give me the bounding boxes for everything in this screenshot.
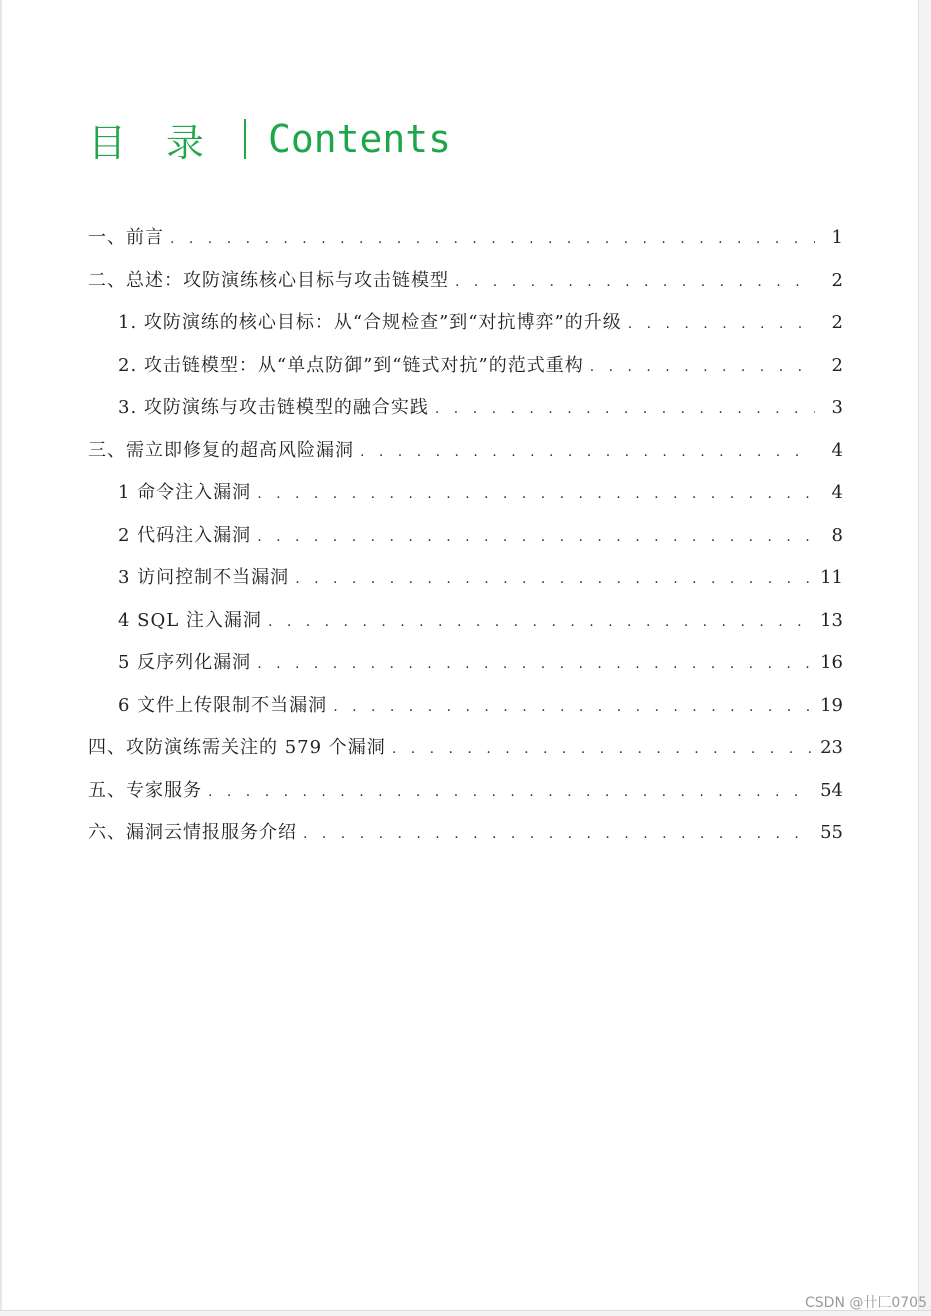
toc-entry-label: 1. 攻防演练的核心目标：从“合规检查”到“对抗博弈”的升级 — [118, 312, 622, 333]
toc-entry-page-number: 13 — [820, 609, 843, 631]
toc-entry-code-injection[interactable] — [88, 515, 843, 558]
toc-entry-label: 3 访问控制不当漏洞 — [118, 567, 290, 588]
dot-leader — [360, 431, 815, 474]
toc-entry-label: 二、总述：攻防演练核心目标与攻击链模型 — [88, 269, 449, 291]
viewer-right-gutter — [918, 0, 931, 1316]
toc-entry-file-upload[interactable] — [88, 685, 843, 728]
toc-entry-page-number: 2 — [831, 269, 843, 291]
toc-entry-page-number: 2 — [831, 312, 843, 333]
toc-heading-separator — [244, 119, 246, 159]
toc-entry-preface[interactable] — [88, 217, 843, 260]
toc-entry-fusion-practice[interactable] — [88, 387, 843, 430]
dot-leader — [268, 601, 814, 644]
toc-entry-label: 3. 攻防演练与攻击链模型的融合实践 — [118, 397, 429, 418]
toc-heading-english: Contents — [268, 117, 452, 161]
toc-entry-label: 2 代码注入漏洞 — [118, 524, 252, 546]
toc-entry-attack-chain-model[interactable] — [88, 345, 843, 388]
dot-leader — [257, 643, 814, 686]
dot-leader — [295, 558, 814, 601]
toc-entry-page-number: 23 — [820, 737, 843, 758]
toc-entry-access-control[interactable] — [88, 557, 843, 600]
toc-entry-command-injection[interactable] — [88, 472, 843, 515]
toc-entry-page-number: 1 — [831, 227, 843, 248]
dot-leader — [208, 771, 814, 814]
toc-entry-579-vulns[interactable] — [88, 727, 843, 770]
toc-entry-label: 1 命令注入漏洞 — [118, 482, 252, 503]
toc-entry-label: 六、漏洞云情报服务介绍 — [88, 822, 297, 843]
csdn-watermark: CSDN @卄匚0705 — [805, 1295, 927, 1311]
viewer-bottom-gutter — [0, 1310, 931, 1316]
toc-entry-label: 四、攻防演练需关注的 579 个漏洞 — [88, 737, 386, 758]
dot-leader — [435, 388, 815, 431]
page-left-edge — [0, 0, 2, 1316]
toc-entry-page-number: 4 — [831, 439, 843, 461]
dot-leader — [392, 728, 814, 771]
toc-entry-core-goals[interactable] — [88, 302, 843, 345]
toc-entry-label: 一、前言 — [88, 227, 164, 248]
toc-entry-page-number: 8 — [831, 524, 843, 546]
toc-entry-page-number: 55 — [820, 822, 843, 843]
dot-leader — [257, 473, 815, 516]
toc-entry-label: 五、专家服务 — [88, 779, 202, 801]
toc-entry-expert-services[interactable] — [88, 770, 843, 813]
toc-entry-page-number: 4 — [831, 482, 843, 503]
toc-entry-sql-injection[interactable] — [88, 600, 843, 643]
toc-entry-label: 2. 攻击链模型：从“单点防御”到“链式对抗”的范式重构 — [118, 354, 584, 376]
toc-entry-page-number: 19 — [820, 694, 843, 716]
toc-entry-overview[interactable] — [88, 260, 843, 303]
dot-leader — [333, 686, 814, 729]
toc-entry-label: 5 反序列化漏洞 — [118, 652, 252, 673]
toc-entry-page-number: 11 — [820, 567, 843, 588]
dot-leader — [257, 516, 815, 559]
toc-heading-chinese: 目录 — [88, 120, 245, 165]
dot-leader — [455, 261, 815, 304]
toc-entry-intel-service[interactable] — [88, 812, 843, 855]
dot-leader — [590, 346, 815, 389]
toc-entry-critical-vulns[interactable] — [88, 430, 843, 473]
toc-entry-label: 三、需立即修复的超高风险漏洞 — [88, 439, 354, 461]
toc-entry-page-number: 16 — [820, 652, 843, 673]
toc-entry-label: 6 文件上传限制不当漏洞 — [118, 694, 328, 716]
toc-entry-page-number: 54 — [820, 779, 843, 801]
toc-entry-label: 4 SQL 注入漏洞 — [118, 609, 262, 631]
toc-entry-page-number: 3 — [831, 397, 843, 418]
toc-entry-deserialization[interactable] — [88, 642, 843, 685]
table-of-contents — [88, 217, 843, 855]
dot-leader — [303, 813, 814, 856]
dot-leader — [628, 303, 815, 346]
dot-leader — [170, 218, 815, 261]
toc-entry-page-number: 2 — [831, 354, 843, 376]
toc-heading — [88, 113, 451, 165]
